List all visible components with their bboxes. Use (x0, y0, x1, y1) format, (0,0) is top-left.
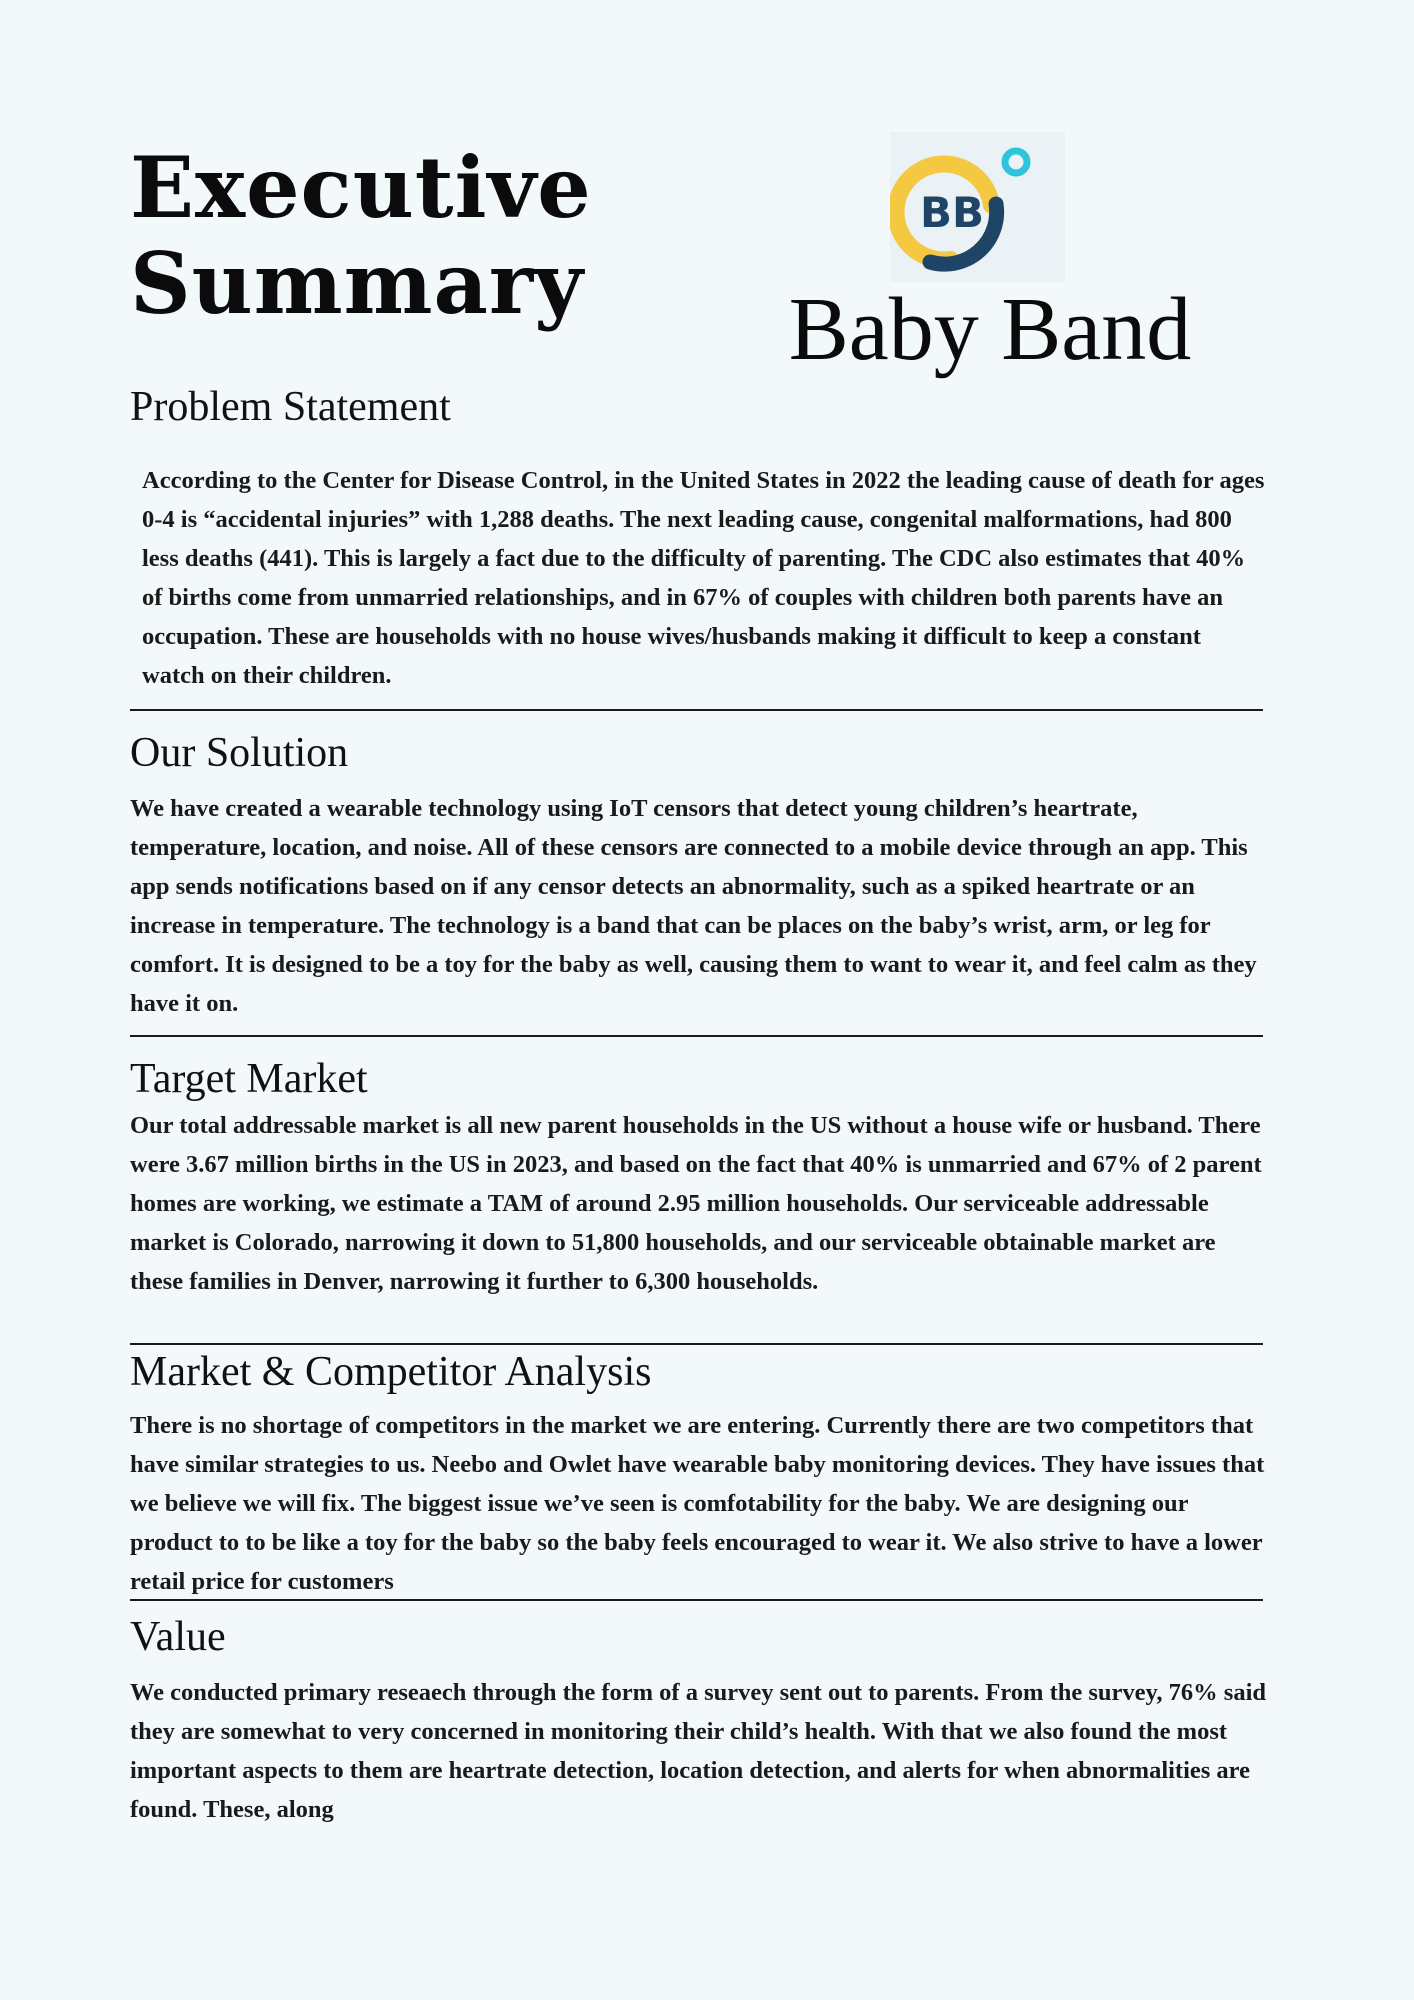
page-title (130, 140, 592, 332)
competitor-analysis-text: There is no shortage of competitors in the market we are entering. Currently there are two competitors that have similar strategies to us. Neebo and Owlet have wearable baby monitoring devices. They have issues that we believe we will fix. The biggest issue we’ve seen is comfotability for the baby. We are designing our product to to be like a toy for the baby so the baby feels encouraged to wear it. We also strive to have a lower retail price for customers (130, 1412, 1265, 1595)
target-market-heading: Target Market (130, 1056, 368, 1102)
value-text: We conducted primary reseaech through the form of a survey sent out to parents. From the survey, 76% said they are somewhat to very concerned in monitoring their child’s health. With that we also found the most important aspects to them are heartrate detection, location detection, and alerts for when abnormalities are found. These, along (130, 1679, 1266, 1823)
page-title-line-1: Executive (130, 138, 592, 237)
logo-lettering: BB (919, 188, 985, 237)
target-market-text: Our total addressable market is all new parent households in the US without a house wife or husband. There were 3.67 million births in the US in 2023, and based on the fact that 40% is unmarried and 67% of 2 parent homes are working, we estimate a TAM of around 2.95 million households. Our serviceable addressable market is Colorado, narrowing it down to 51,800 households, and our serviceable obtainable market are these families in Denver, narrowing it further to 6,300 households. (130, 1112, 1262, 1295)
section-divider (130, 709, 1263, 711)
value-heading: Value (130, 1614, 226, 1660)
problem-statement-text: According to the Center for Disease Control, in the United States in 2022 the leading cause of death for ages 0-4 is “accidental injuries” with 1,288 deaths. The next leading cause, congenital malformations, had 800 less deaths (441). This is largely a fact due to the difficulty of parenting. The CDC also estimates that 40% of births come from unmarried relationships, and in 67% of couples with children both parents have an occupation. These are households with no house wives/husbands making it difficult to keep a constant watch on their children. (142, 467, 1265, 689)
our-solution-text: We have created a wearable technology using IoT censors that detect young children’s heartrate, temperature, location, and noise. All of these censors are connected to a mobile device through an app. This app sends notifications based on if any censor detects an abnormality, such as a spiked heartrate or an increase in temperature. The technology is a band that can be places on the baby’s wrist, arm, or leg for comfort. It is designed to be a toy for the baby as well, causing them to want to wear it, and feel calm as they have it on. (130, 795, 1257, 1017)
section-divider (130, 1343, 1263, 1345)
section-divider (130, 1035, 1263, 1037)
problem-statement-heading: Problem Statement (130, 384, 451, 430)
competitor-analysis-heading: Market & Competitor Analysis (130, 1349, 652, 1395)
brand-name: Baby Band (788, 280, 1192, 379)
section-divider (130, 1599, 1263, 1601)
our-solution-heading: Our Solution (130, 730, 349, 776)
baby-band-logo (890, 132, 1065, 282)
page-title-line-2: Summary (130, 234, 584, 333)
